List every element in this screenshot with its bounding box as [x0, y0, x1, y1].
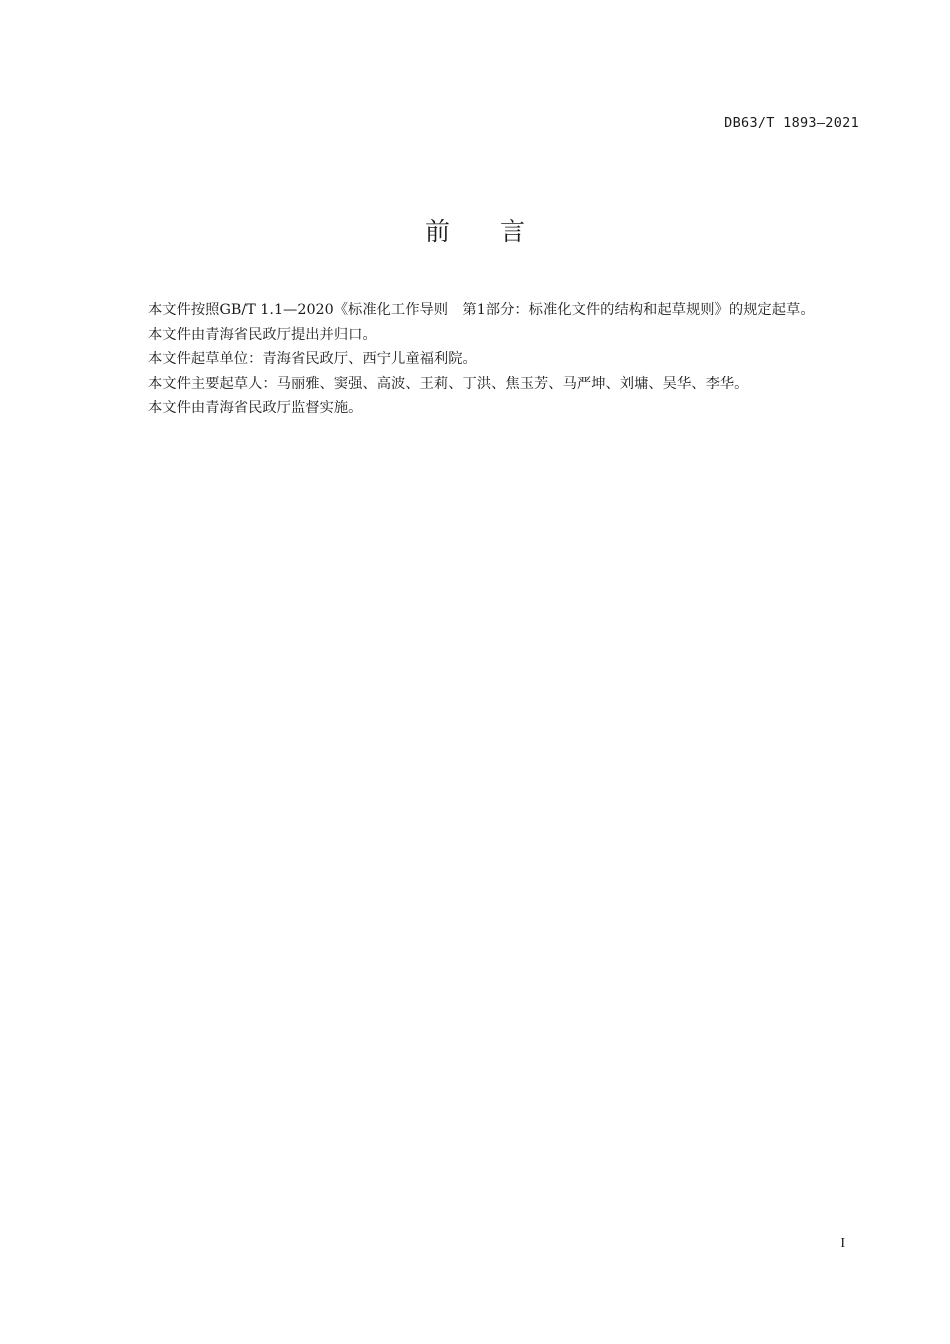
paragraph-supervision: 本文件由青海省民政厅监督实施。 — [148, 400, 363, 416]
page-title: 前言 — [424, 217, 575, 246]
page-number: I — [840, 1236, 845, 1251]
paragraph-drafters: 本文件主要起草人：马丽雅、窦强、高波、王莉、丁洪、焦玉芳、马严坤、刘墉、吴华、李华。 — [148, 375, 749, 392]
foreword-body — [113, 298, 863, 421]
paragraph-proposer: 本文件由青海省民政厅提出并归口。 — [148, 326, 377, 343]
paragraph-drafting-units: 本文件起草单位：青海省民政厅、西宁儿童福利院。 — [148, 351, 477, 367]
paragraph-drafting-basis: 本文件按照GB/T 1.1—2020《标准化工作导则 第1部分：标准化文件的结构和起草规则》的规定起草。 — [148, 302, 815, 318]
document-code: DB63/T 1893—2021 — [724, 115, 859, 131]
